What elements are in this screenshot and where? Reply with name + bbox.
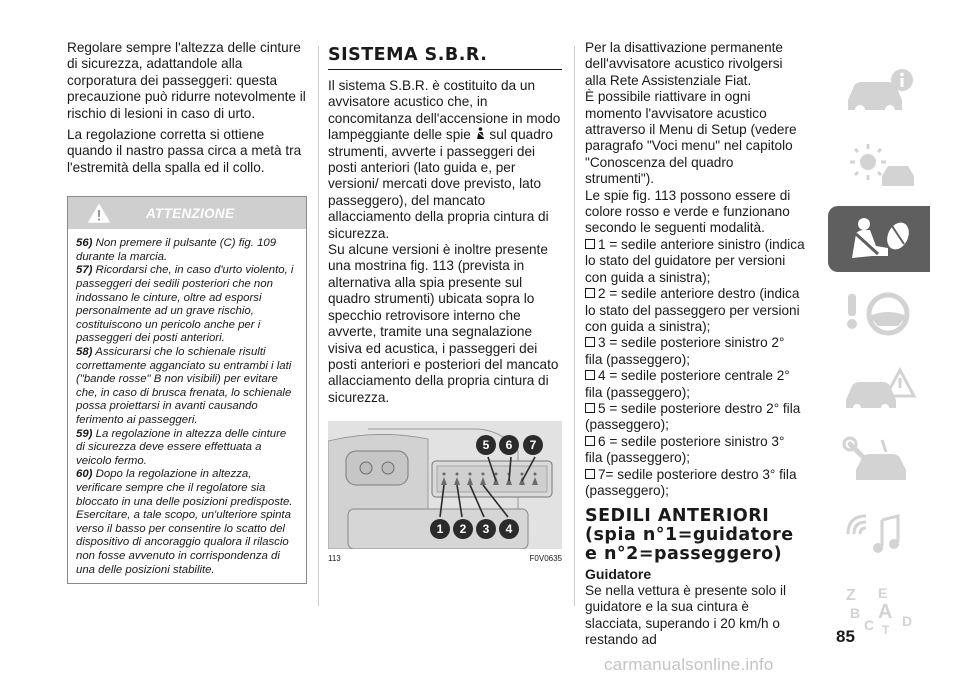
callout-7: 7 bbox=[529, 438, 537, 453]
column-1 bbox=[67, 40, 307, 584]
list-item: 2 = sedile anteriore destro (indica lo stato del passeggero per versioni con guida a sinistra); bbox=[585, 286, 800, 334]
section-heading-front-seats: SEDILI ANTERIORI (spia n°1=guidatore e n°2=passeggero) bbox=[585, 506, 794, 565]
tab-radio-music[interactable] bbox=[828, 502, 930, 568]
callout-1: 1 bbox=[436, 522, 444, 537]
col3-paragraph-2: È possibile riattivare in ogni momento l'avvisatore acustico attraverso il Menu di Setup (vedere paragrafo "Voci menu" nel capitolo "Conoscenza del quadro strumenti"). bbox=[585, 89, 797, 187]
col1-paragraph-1: Regolare sempre l'altezza delle cinture di sicurezza, adattandole alla corporatura dei passeggeri: questa precauzione può ridurre notevolmente il rischio di lesioni in caso di urto. bbox=[67, 40, 306, 121]
col3-paragraph-4: Se nella vettura è presente solo il guidatore e la sua cintura è slacciata, superando i 20 km/h o restando ad bbox=[585, 582, 787, 647]
warning-title: ATTENZIONE bbox=[146, 206, 235, 222]
bullet-box-icon bbox=[585, 436, 595, 446]
warning-item: 57) Ricordarsi che, in caso d'urto violento, i passeggeri dei sedili posteriori che non indossano le cinture, oltre ad esporsi personalmente ad un grave rischio, costituiscono un pericolo anche per i passeggeri dei posti anteriori. bbox=[76, 264, 294, 345]
car-info-icon bbox=[842, 66, 918, 116]
warning-item: 60) Dopo la regolazione in altezza, verificare sempre che il regolatore sia bloccato in una delle posizioni predisposte. Esercitare, a tale scopo, un'ulteriore spinta verso il basso per consentire lo scatto del dispositivo di ancoraggio qualora il rilascio non fosse avvenuto in corrispondenza di una delle posizioni stabilite. bbox=[76, 468, 293, 576]
steering-wheel-icon bbox=[842, 288, 918, 338]
svg-text:C: C bbox=[864, 617, 875, 633]
bullet-box-icon bbox=[585, 337, 595, 347]
column-divider-1 bbox=[318, 46, 319, 606]
col3-paragraph-3: Le spie fig. 113 possono essere di colore rosso e verde e funzionano secondo le seguenti modalità. bbox=[585, 187, 791, 236]
warning-triangle-icon bbox=[88, 204, 110, 227]
tab-wrench-car[interactable] bbox=[828, 428, 930, 494]
svg-text:A: A bbox=[878, 601, 893, 623]
warning-item: 58) Assicurarsi che lo schienale risulti correttamente agganciato su entrambi i lati ("bande rosse" B non visibili) per evitare che, in caso di brusca frenata, lo schienale possa proiettarsi in avanti causando ferimento ai passeggeri. bbox=[76, 346, 292, 426]
warning-body bbox=[68, 229, 306, 583]
bullet-box-icon bbox=[585, 370, 595, 380]
list-item: 5 = sedile posteriore destro 2° fila (passeggero); bbox=[585, 400, 801, 433]
warning-item: 56) Non premere il pulsante (C) fig. 109 durante la marcia. bbox=[76, 237, 277, 263]
column-divider-2 bbox=[574, 46, 575, 606]
watermark: carmanualsonline.info bbox=[604, 655, 774, 674]
warning-box bbox=[67, 196, 307, 584]
svg-text:B: B bbox=[850, 605, 861, 621]
list-item: 1 = sedile anteriore sinistro (indica lo stato del guidatore per versioni con guida a sinistra); bbox=[585, 236, 805, 285]
col2-paragraph-2: Su alcune versioni è inoltre presente una mostrina fig. 113 (prevista in alternativa alla spia presente sul quadro strumenti) ubicata sopra lo specchio retrovisore interno che avverte, tramite una segnalazione visiva ed acustica, i passeggeri dei posti anteriori e posteriori del mancato allacciamento della propria cintura di sicurezza. bbox=[328, 242, 559, 405]
list-item: 7= sedile posteriore destro 3° fila (passeggero); bbox=[585, 466, 797, 498]
warning-car-icon bbox=[842, 362, 918, 412]
seat-airbag-icon bbox=[842, 214, 918, 264]
list-item: 3 = sedile posteriore sinistro 2° fila (passeggero); bbox=[585, 335, 785, 367]
chapter-sidebar bbox=[828, 58, 930, 650]
bullet-box-icon bbox=[585, 469, 595, 479]
svg-text:E: E bbox=[878, 585, 888, 601]
warning-item: 59) La regolazione in altezza delle cinture di sicurezza deve essere effettuata a veicolo fermo. bbox=[76, 427, 287, 467]
column-3 bbox=[585, 40, 805, 648]
figure-caption bbox=[328, 550, 562, 564]
bullet-box-icon bbox=[585, 239, 595, 249]
heading-rule bbox=[328, 69, 562, 70]
tab-steering-wheel[interactable] bbox=[828, 280, 930, 346]
figure-113 bbox=[328, 421, 562, 549]
warning-header bbox=[68, 197, 306, 229]
radio-music-icon bbox=[842, 510, 918, 560]
callout-3: 3 bbox=[482, 522, 490, 537]
section-heading-sbr: SISTEMA S.B.R. bbox=[328, 45, 488, 65]
callout-6: 6 bbox=[505, 438, 513, 453]
svg-text:Z: Z bbox=[846, 587, 856, 604]
figure-number: 113 bbox=[328, 554, 341, 564]
figure-code: F0V0635 bbox=[529, 554, 562, 564]
list-item: 6 = sedile posteriore sinistro 3° fila (passeggero); bbox=[585, 433, 785, 466]
seatbelt-warning-icon bbox=[475, 127, 490, 142]
wrench-car-icon bbox=[842, 436, 918, 486]
col2-paragraph-1: Il sistema S.B.R. è costituito da un avvisatore acustico che, in concomitanza dell'accensione in modo lampeggiante delle spie sul quadro strumenti, avverte i passeggeri dei posti anteriori (lato guida e, per versioni/ mercati dove previsto, lato passeggero), del mancato allacciamento della propria cintura di sicurezza. bbox=[328, 78, 561, 241]
callout-5: 5 bbox=[482, 438, 490, 453]
col1-paragraph-2: La regolazione corretta si ottiene quando il nastro passa circa a metà tra l'estremità della spalla ed il collo. bbox=[67, 127, 302, 175]
column-2 bbox=[328, 40, 562, 564]
callout-2: 2 bbox=[459, 522, 467, 537]
col3-paragraph-1: Per la disattivazione permanente dell'avvisatore acustico rivolgersi alla Rete Assistenziale Fiat. bbox=[585, 40, 783, 88]
tab-car-info[interactable] bbox=[828, 58, 930, 124]
bullet-box-icon bbox=[585, 288, 595, 298]
svg-text:T: T bbox=[882, 623, 890, 634]
sbr-display-illustration bbox=[328, 421, 562, 549]
page-number: 85 bbox=[836, 627, 855, 646]
list-item: 4 = sedile posteriore centrale 2° fila (passeggero); bbox=[585, 368, 790, 400]
callout-4: 4 bbox=[505, 522, 513, 537]
dashboard-lights-icon bbox=[842, 140, 918, 190]
bullet-box-icon bbox=[585, 403, 595, 413]
tab-dashboard-lights[interactable] bbox=[828, 132, 930, 198]
svg-text:D: D bbox=[902, 613, 913, 629]
tab-warning-car[interactable] bbox=[828, 354, 930, 420]
subheading-driver: Guidatore bbox=[585, 566, 652, 583]
tab-seat-airbag[interactable] bbox=[828, 206, 930, 272]
